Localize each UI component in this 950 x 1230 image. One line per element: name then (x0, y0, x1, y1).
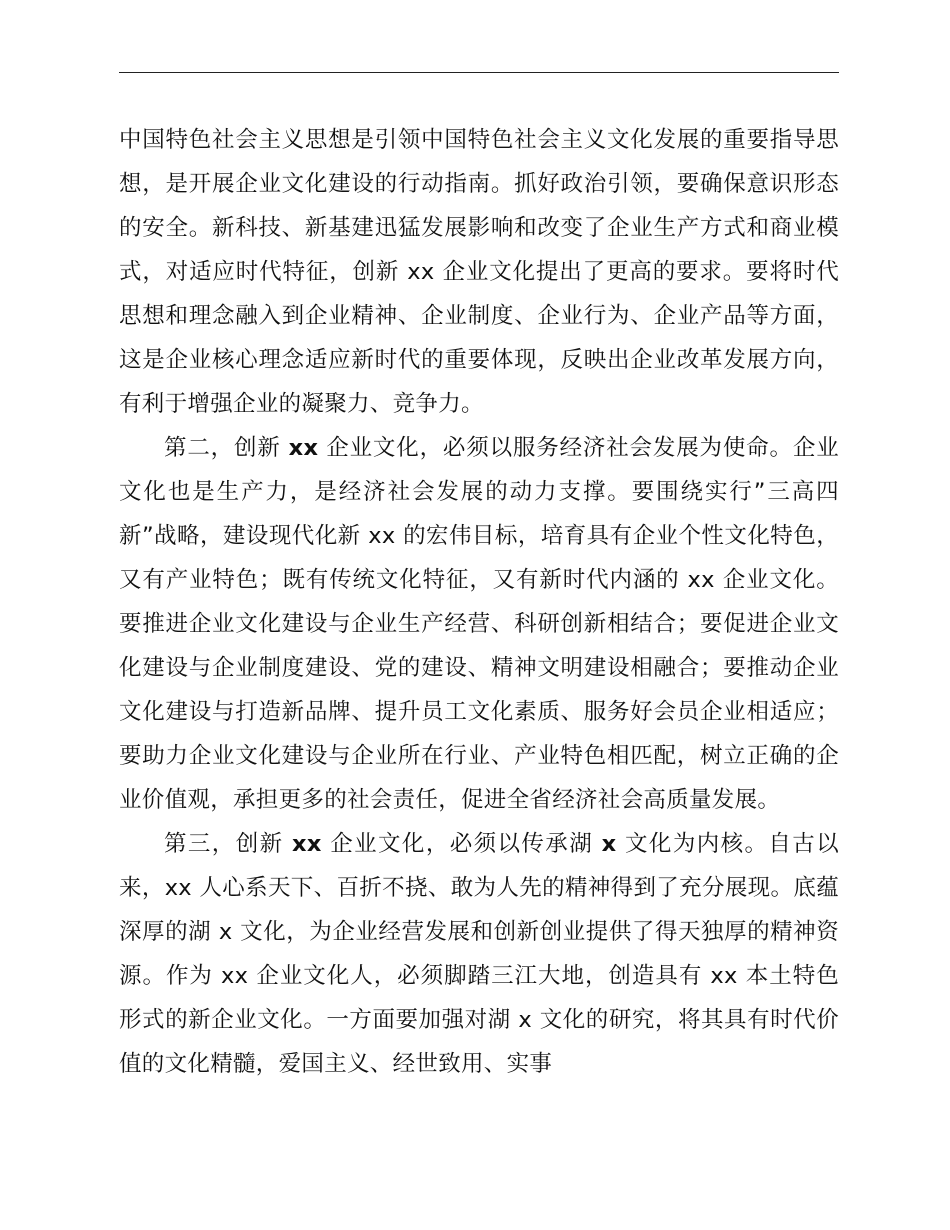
paragraph-1 (119, 118, 839, 426)
text-segment: 企业文化，必须以传承湖 (321, 831, 602, 857)
text-segment: 中国特色社会主义思想是引领中国特色社会主义文化发展的重要指导思想，是开展企业文化建设的行动指南。抓好政治引领，要确保意识形态的安全。新科技、新基建迅猛发展影响和改变了企业生产方式和商业模式，对适应时代特征，创新 xx 企业文化提出了更高的要求。要将时代思想和理念融入到企业精神、企业制度、企业行为、企业产品等方面，这是企业核心理念适应新时代的重要体现，反映出企业改革发展方向，有利于增强企业的凝聚力、竞争力。 (119, 127, 839, 417)
header-rule (119, 72, 839, 73)
text-segment: 第三，创新 (164, 831, 293, 857)
bold-text-segment: x (601, 831, 617, 857)
text-segment: 企业文化，必须以服务经济社会发展为使命。企业文化也是生产力，是经济社会发展的动力支撑。要围绕实行”三高四新”战略，建设现代化新 xx 的宏伟目标，培育具有企业个性文化特色，又有产业特色；既有传统文化特征，又有新时代内涵的 xx 企业文化。要推进企业文化建设与企业生产经营、科研创新相结合；要促进企业文化建设与企业制度建设、党的建设、精神文明建设相融合；要推动企业文化建设与打造新品牌、提升员工文化素质、服务好会员企业相适应；要助力企业文化建设与企业所在行业、产业特色相匹配，树立正确的企业价值观，承担更多的社会责任，促进全省经济社会高质量发展。 (119, 435, 839, 813)
text-segment: 文化为内核。自古以来，xx 人心系天下、百折不挠、敢为人先的精神得到了充分展现。底蕴深厚的湖 x 文化，为企业经营发展和创新创业提供了得天独厚的精神资源。作为 xx 企业文化人，必须脚踏三江大地，创造具有 xx 本土特色形式的新企业文化。一方面要加强对湖 x 文化的研究，将其具有时代价值的文化精髓，爱国主义、经世致用、实事 (119, 831, 840, 1077)
bold-text-segment: xx (288, 435, 319, 461)
text-segment: 第二，创新 (164, 435, 289, 461)
bold-text-segment: xx (292, 831, 322, 857)
paragraph-2 (119, 426, 839, 822)
paragraph-3 (119, 822, 839, 1086)
body-text (119, 118, 839, 1086)
